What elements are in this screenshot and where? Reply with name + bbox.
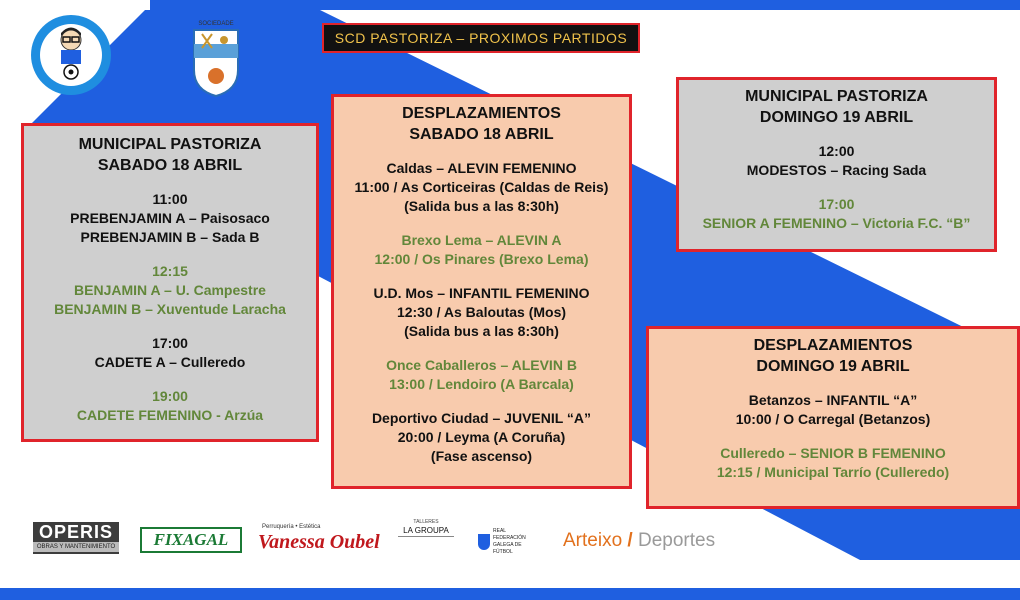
match-line: 12:15 — [152, 263, 188, 279]
panel-heading-line: MUNICIPAL PASTORIZA — [78, 136, 262, 153]
match-group — [355, 159, 609, 216]
sponsor-groupa-name: LA GROUPA — [398, 526, 454, 537]
match-line: PREBENJAMIN A – Paisosaco — [70, 210, 270, 226]
match-line: 17:00 — [818, 196, 855, 212]
match-line: 12:00 / Os Pinares (Brexo Lema) — [374, 251, 589, 267]
page-title: SCD PASTORIZA – PROXIMOS PARTIDOS — [322, 23, 640, 53]
match-group — [374, 284, 590, 341]
top-blue-strip — [150, 0, 1020, 10]
match-line: Brexo Lema – ALEVIN A — [401, 232, 562, 248]
match-line: 19:00 — [152, 388, 188, 404]
sponsor-arteixo-name: Arteixo — [563, 530, 623, 551]
panel-municipal-sunday — [676, 77, 997, 252]
match-group — [375, 231, 589, 269]
match-line: 13:00 / Lendoiro (A Barcala) — [389, 376, 574, 392]
sponsor-vanessa-name: Vanessa Oubel — [258, 531, 380, 553]
panel-heading — [402, 103, 561, 145]
match-line: (Fase ascenso) — [430, 448, 533, 464]
match-line: SENIOR A FEMENINO – Victoria F.C. “B” — [702, 215, 971, 231]
panel-heading-line: DESPLAZAMIENTOS — [753, 337, 913, 354]
match-line: Culleredo – SENIOR B FEMENINO — [720, 445, 946, 461]
match-group — [386, 356, 577, 394]
club-school-logo — [30, 14, 112, 96]
sponsor-deportes: Deportes — [637, 530, 716, 551]
match-line: 12:15 / Municipal Tarrío (Culleredo) — [716, 464, 950, 480]
match-line: Caldas – ALEVIN FEMENINO — [386, 160, 577, 176]
match-line: MODESTOS – Racing Sada — [746, 162, 927, 178]
match-line: (Salida bus a las 8:30h) — [404, 198, 559, 214]
panel-heading — [754, 335, 913, 377]
match-line: 12:00 — [818, 143, 855, 159]
sponsor-fixagal-name: FIXAGAL — [153, 530, 229, 549]
sponsor-operis-sub: OBRAS Y MANTENIMIENTO — [33, 542, 119, 552]
match-line: PREBENJAMIN B – Sada B — [80, 229, 260, 245]
match-line: 11:00 / As Corticeiras (Caldas de Reis) — [354, 179, 609, 195]
crest-top-text: SOCIEDADE — [198, 21, 234, 27]
match-group — [70, 190, 270, 247]
match-line: Deportivo Ciudad – JUVENIL “A” — [371, 410, 592, 426]
match-group — [54, 262, 286, 319]
panel-municipal-saturday — [21, 123, 319, 442]
bottom-blue-strip — [0, 588, 1020, 600]
match-group — [95, 334, 246, 372]
panel-heading — [745, 86, 928, 128]
panel-heading-line: SABADO 18 ABRIL — [409, 126, 554, 143]
rfgf-crest-icon — [478, 534, 490, 550]
match-line: 10:00 / O Carregal (Betanzos) — [735, 411, 931, 427]
match-group — [747, 142, 926, 180]
match-group — [717, 444, 949, 482]
panel-heading-line: DOMINGO 19 ABRIL — [759, 109, 914, 126]
sponsor-rfgf — [478, 529, 540, 555]
panel-away-saturday — [331, 94, 632, 489]
panel-heading — [79, 134, 262, 176]
match-line: (Salida bus a las 8:30h) — [404, 323, 559, 339]
panel-heading-line: DOMINGO 19 ABRIL — [756, 358, 910, 375]
sponsor-groupa-top: TALLERES — [413, 519, 439, 525]
sponsor-operis — [33, 522, 119, 554]
match-line: 11:00 — [152, 191, 188, 207]
match-line: Once Caballeros – ALEVIN B — [386, 357, 577, 373]
sponsor-la-groupa — [398, 519, 454, 559]
match-line: CADETE A – Culleredo — [94, 354, 246, 370]
sponsor-slash: / — [627, 530, 638, 551]
match-line: BENJAMIN B – Xuventude Laracha — [54, 301, 286, 317]
sponsor-arteixo — [563, 527, 716, 555]
sponsor-fixagal — [140, 527, 242, 553]
panel-heading-line: DESPLAZAMIENTOS — [402, 105, 561, 122]
match-group — [736, 391, 931, 429]
sponsors-row — [0, 515, 1020, 565]
match-line: CADETE FEMENINO - Arzúa — [76, 407, 264, 423]
match-group — [77, 387, 263, 425]
panel-heading-line: MUNICIPAL PASTORIZA — [745, 88, 928, 105]
match-line: BENJAMIN A – U. Campestre — [74, 282, 266, 298]
match-group — [703, 195, 971, 233]
sponsor-vanessa-top: Perruquería • Estética — [262, 524, 321, 530]
sponsor-operis-name: OPERIS — [38, 522, 114, 542]
match-line: U.D. Mos – INFANTIL FEMENINO — [373, 285, 590, 301]
club-crest-logo — [188, 18, 244, 98]
sponsor-vanessa — [258, 523, 382, 559]
match-line: 17:00 — [152, 335, 188, 351]
panel-away-sunday — [646, 326, 1020, 509]
match-line: 12:30 / As Baloutas (Mos) — [396, 304, 567, 320]
match-line: Betanzos – INFANTIL “A” — [748, 392, 918, 408]
panel-heading-line: SABADO 18 ABRIL — [97, 157, 243, 174]
match-group — [372, 409, 591, 466]
match-line: 20:00 / Leyma (A Coruña) — [397, 429, 566, 445]
sponsor-rfgf-name: REAL FEDERACIÓN GALEGA DE FÚTBOL — [493, 528, 526, 555]
